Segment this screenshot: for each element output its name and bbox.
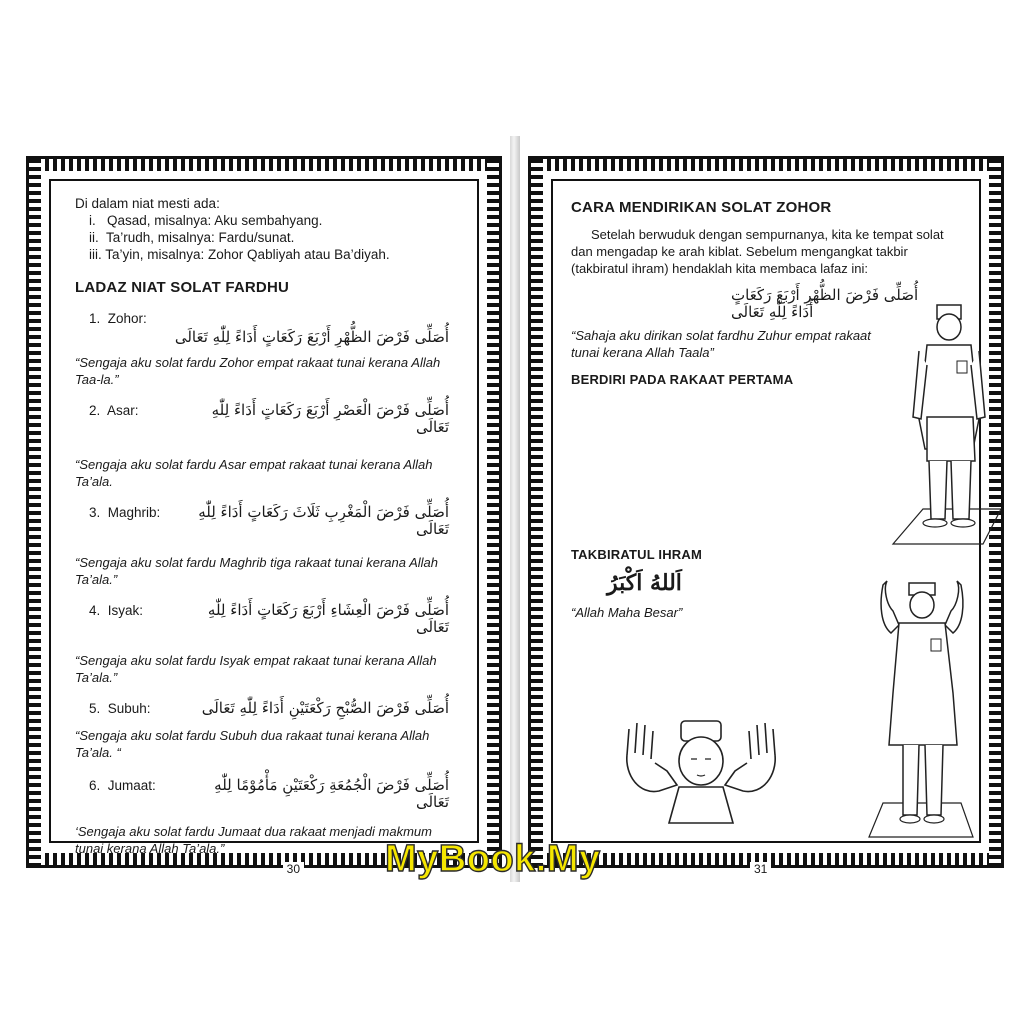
arabic-text: أُصَلِّى فَرْضَ الْعِشَاءِ أَرْبَعَ رَكَعَاتٍ أَدَاءً لِلّٰهِ تَعَالَى <box>207 601 449 636</box>
arabic-text: أُصَلِّى فَرْضَ الصُّبْحِ رَكْعَتَيْنِ أَدَاءً لِلّٰهِ تَعَالَى <box>201 699 449 717</box>
intro-text: Di dalam niat mesti ada: <box>75 196 220 211</box>
item-label: 2. Asar: <box>89 403 139 418</box>
takbir-man-illustration <box>853 575 993 845</box>
page-number: 31 <box>750 862 771 876</box>
frame-top-strip <box>29 159 499 171</box>
translation-text: “Sengaja aku solat fardu Maghrib tiga rakaat tunai kerana Allah Ta’ala.” <box>75 555 439 587</box>
niat-list <box>75 212 459 263</box>
left-page-body <box>49 179 479 856</box>
right-page <box>520 136 1012 882</box>
translation-text: “Sengaja aku solat fardu Isyak empat rakaat tunai kerana Allah Ta’ala.” <box>75 653 437 685</box>
arabic-text: أُصَلِّى فَرْضَ الْجُمُعَةِ رَكْعَتَيْنِ مَأْمُوْمًا لِلّٰهِ تَعَالَى <box>214 776 449 811</box>
translation-text: “Sengaja aku solat fardu Subuh dua rakaat tunai kerana Allah Ta’ala. “ <box>75 728 430 760</box>
niat-item-isyak <box>75 602 459 686</box>
intro-paragraph: Setelah berwuduk dengan sempurnanya, kita ke tempat solat dan mengadap ke arah kiblat. Sebelum mengangkat takbir (takbiratul ihram) hendaklah kita membaca lafaz ini: <box>571 227 944 276</box>
takbir-closeup-illustration <box>619 715 789 825</box>
arabic-text: أُصَلِّى فَرْضَ الْعَصْرِ أَرْبَعَ رَكَعَاتٍ أَدَاءً لِلّٰهِ تَعَالَى <box>211 401 449 436</box>
niat-item-maghrib <box>75 504 459 588</box>
subheading-takbir: TAKBIRATUL IHRAM <box>571 547 703 562</box>
translation-text: ‘Sengaja aku solat fardu Jumaat dua rakaat menjadi makmum tunai kerana Allah Ta’ala.” <box>75 824 432 856</box>
translation-text: “Sahaja aku dirikan solat fardhu Zuhur empat rakaat tunai kerana Allah Taala” <box>571 328 871 360</box>
standing-man-illustration <box>883 299 1003 551</box>
takbir-arabic: اَللهُ اَكْبَرُ <box>607 570 682 596</box>
translation-text: “Sengaja aku solat fardu Zohor empat rakaat tunai kerana Allah Taa-la.” <box>75 355 441 387</box>
book-gutter <box>510 136 520 882</box>
page-number: 30 <box>283 862 304 876</box>
watermark-text: MyBook.My <box>385 838 601 880</box>
arabic-text: أُصَلِّى فَرْضَ الظُّهْرِ أَرْبَعَ رَكَعَاتٍ أَدَاءً لِلّٰهِ تَعَالَى <box>731 286 919 321</box>
section-heading: LADAZ NIAT SOLAT FARDHU <box>75 279 290 296</box>
frame-top-strip <box>531 159 1001 171</box>
niat-item-subuh <box>75 688 459 761</box>
frame-right-strip <box>487 159 499 865</box>
niat-list-item: i. Qasad, misalnya: Aku sembahyang. <box>89 213 323 228</box>
left-page <box>18 136 510 882</box>
right-page-frame <box>528 156 1004 868</box>
niat-list-item: ii. Ta’rudh, misalnya: Fardu/sunat. <box>89 230 295 245</box>
subheading-standing: BERDIRI PADA RAKAAT PERTAMA <box>571 372 794 387</box>
item-label: 5. Subuh: <box>89 701 151 716</box>
section-heading: CARA MENDIRIKAN SOLAT ZOHOR <box>571 199 832 216</box>
niat-item-asar <box>75 402 459 490</box>
book-spread <box>18 136 1012 882</box>
frame-left-strip <box>29 159 41 865</box>
translation-text: “Sengaja aku solat fardu Asar empat rakaat tunai kerana Allah Ta’ala. <box>75 457 433 489</box>
frame-left-strip <box>531 159 543 865</box>
item-label: 1. Zohor: <box>89 311 147 326</box>
niat-item-zohor <box>75 310 459 388</box>
right-page-body <box>551 179 981 843</box>
item-label: 4. Isyak: <box>89 603 144 618</box>
item-label: 3. Maghrib: <box>89 505 161 520</box>
arabic-text: أُصَلِّى فَرْضَ الظُّهْرِ أَرْبَعَ رَكَعَاتٍ أَدَاءً لِلّٰهِ تَعَالَى <box>174 328 449 346</box>
item-label: 6. Jumaat: <box>89 778 156 793</box>
niat-list-item: iii. Ta’yin, misalnya: Zohor Qabliyah atau Ba’diyah. <box>89 247 390 262</box>
left-page-frame <box>26 156 502 868</box>
arabic-text: أُصَلِّى فَرْضَ الْمَغْرِبِ ثَلَاثَ رَكَعَاتٍ أَدَاءً لِلّٰهِ تَعَالَى <box>198 503 449 538</box>
takbir-translation: “Allah Maha Besar” <box>571 605 683 620</box>
